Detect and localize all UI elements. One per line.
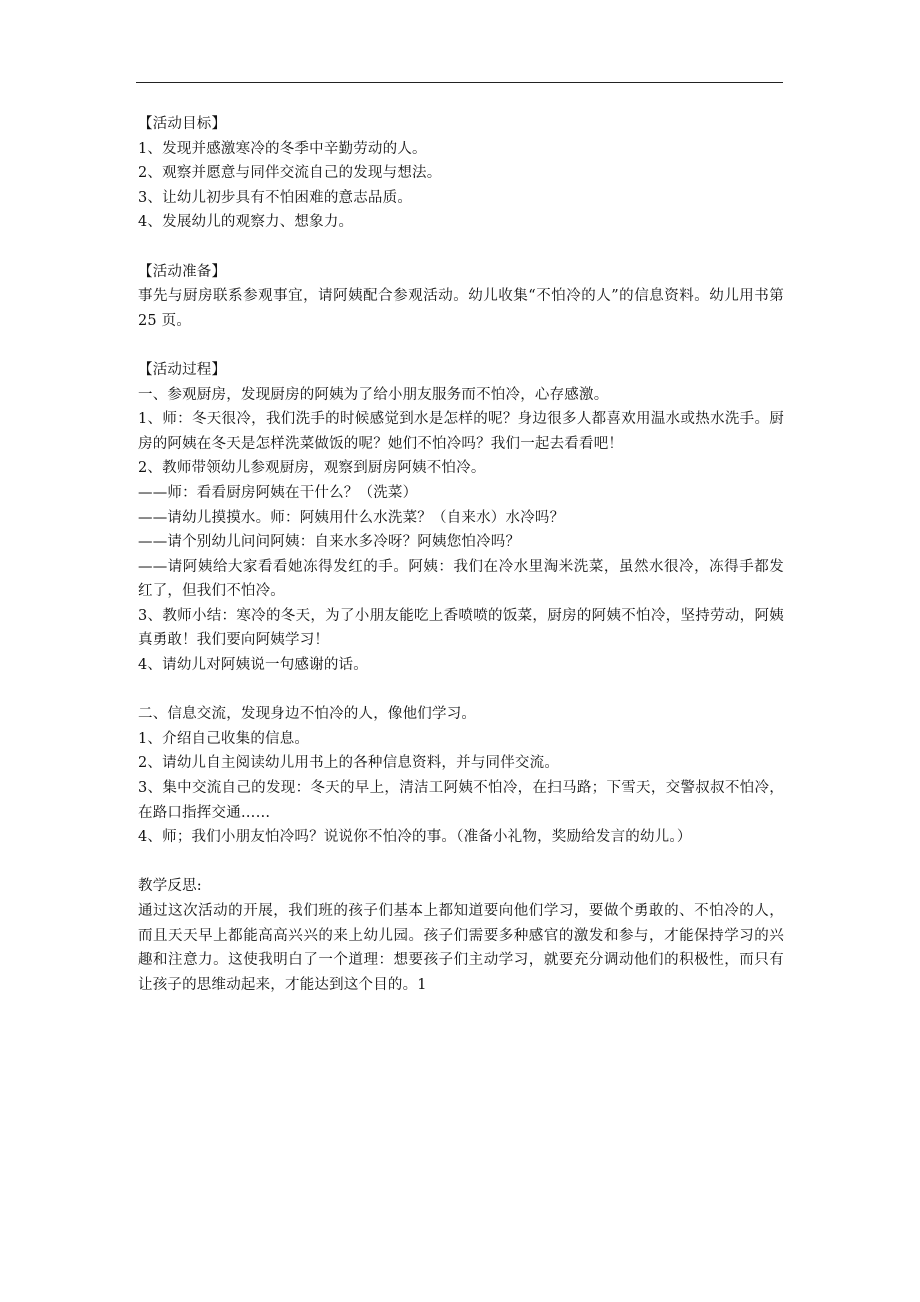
process-part2-step4: 4、师；我们小朋友怕冷吗？说说你不怕冷的事。（准备小礼物，奖励给发言的幼儿。） (138, 829, 692, 846)
header-rule (136, 82, 783, 83)
goal-item-3: 3、让幼儿初步具有不怕困难的意志品质。 (138, 189, 413, 206)
spacer (138, 333, 784, 358)
document-body (138, 112, 784, 997)
process-part1-step2: 2、教师带领幼儿参观厨房，观察到厨房阿姨不怕冷。 (138, 460, 486, 477)
process-part1-dialog1: ——师：看看厨房阿姨在干什么？（洗菜） (138, 484, 418, 501)
goals-heading: 【活动目标】 (138, 116, 227, 132)
process-part1-step4: 4、请幼儿对阿姨说一句感谢的话。 (138, 657, 368, 674)
process-part1-title: 一、参观厨房，发现厨房的阿姨为了给小朋友服务而不怕冷，心存感激。 (138, 386, 609, 403)
process-part2-title: 二、信息交流，发现身边不怕冷的人，像他们学习。 (138, 706, 477, 723)
spacer (138, 850, 784, 875)
goal-item-2: 2、观察并愿意与同伴交流自己的发现与想法。 (138, 165, 442, 182)
spacer (138, 235, 784, 260)
process-heading: 【活动过程】 (138, 361, 227, 378)
goal-item-1: 1、发现并感激寒冷的冬季中辛勤劳动的人。 (138, 140, 427, 157)
process-part1-dialog4: ——请阿姨给大家看看她冻得发红的手。阿姨：我们在冷水里淘米洗菜，虽然水很冷，冻得手都发红了，但我们不怕冷。 (138, 558, 784, 600)
reflection-text: 通过这次活动的开展，我们班的孩子们基本上都知道要向他们学习，要做个勇敢的、不怕冷的人，而且天天早上都能高高兴兴的来上幼儿园。孩子们需要多种感官的激发和参与，才能保持学习的兴趣和注意力。这使我明白了一个道理：想要孩子们主动学习，就要充分调动他们的积极性，而只有让孩子的思维动起来，才能达到这个目的。1 (138, 903, 784, 993)
preparation-heading: 【活动准备】 (138, 263, 227, 280)
process-part2-step3: 3、集中交流自己的发现：冬天的早上，清洁工阿姨不怕冷，在扫马路；下雪天，交警叔叔不怕冷，在路口指挥交通…… (138, 780, 784, 821)
reflection-heading: 教学反思: (138, 878, 202, 895)
process-part1-dialog3: ——请个别幼儿问问阿姨：自来水多冷呀？阿姨您怕冷吗？ (138, 534, 521, 551)
process-part1-dialog2: ——请幼儿摸摸水。师：阿姨用什么水洗菜？（自来水）水冷吗？ (138, 509, 565, 526)
preparation-text: 事先与厨房联系参观事宜，请阿姨配合参观活动。幼儿收集“不怕冷的人”的信息资料。幼儿用书第 25 页。 (138, 288, 784, 329)
process-part1-step3: 3、教师小结：寒冷的冬天，为了小朋友能吃上香喷喷的饭菜，厨房的阿姨不怕冷，坚持劳动，阿姨真勇敢！我们要向阿姨学习！ (138, 607, 784, 649)
process-part1-step1: 1、师：冬天很冷，我们洗手的时候感觉到水是怎样的呢？身边很多人都喜欢用温水或热水洗手。厨房的阿姨在冬天是怎样洗菜做饭的呢？她们不怕冷吗？我们一起去看看吧！ (138, 411, 784, 452)
process-part2-step1: 1、介绍自己收集的信息。 (138, 730, 310, 747)
goal-item-4: 4、发展幼儿的观察力、想象力。 (138, 214, 354, 231)
process-part2-step2: 2、请幼儿自主阅读幼儿用书上的各种信息资料，并与同伴交流。 (138, 755, 560, 772)
spacer (138, 678, 784, 703)
